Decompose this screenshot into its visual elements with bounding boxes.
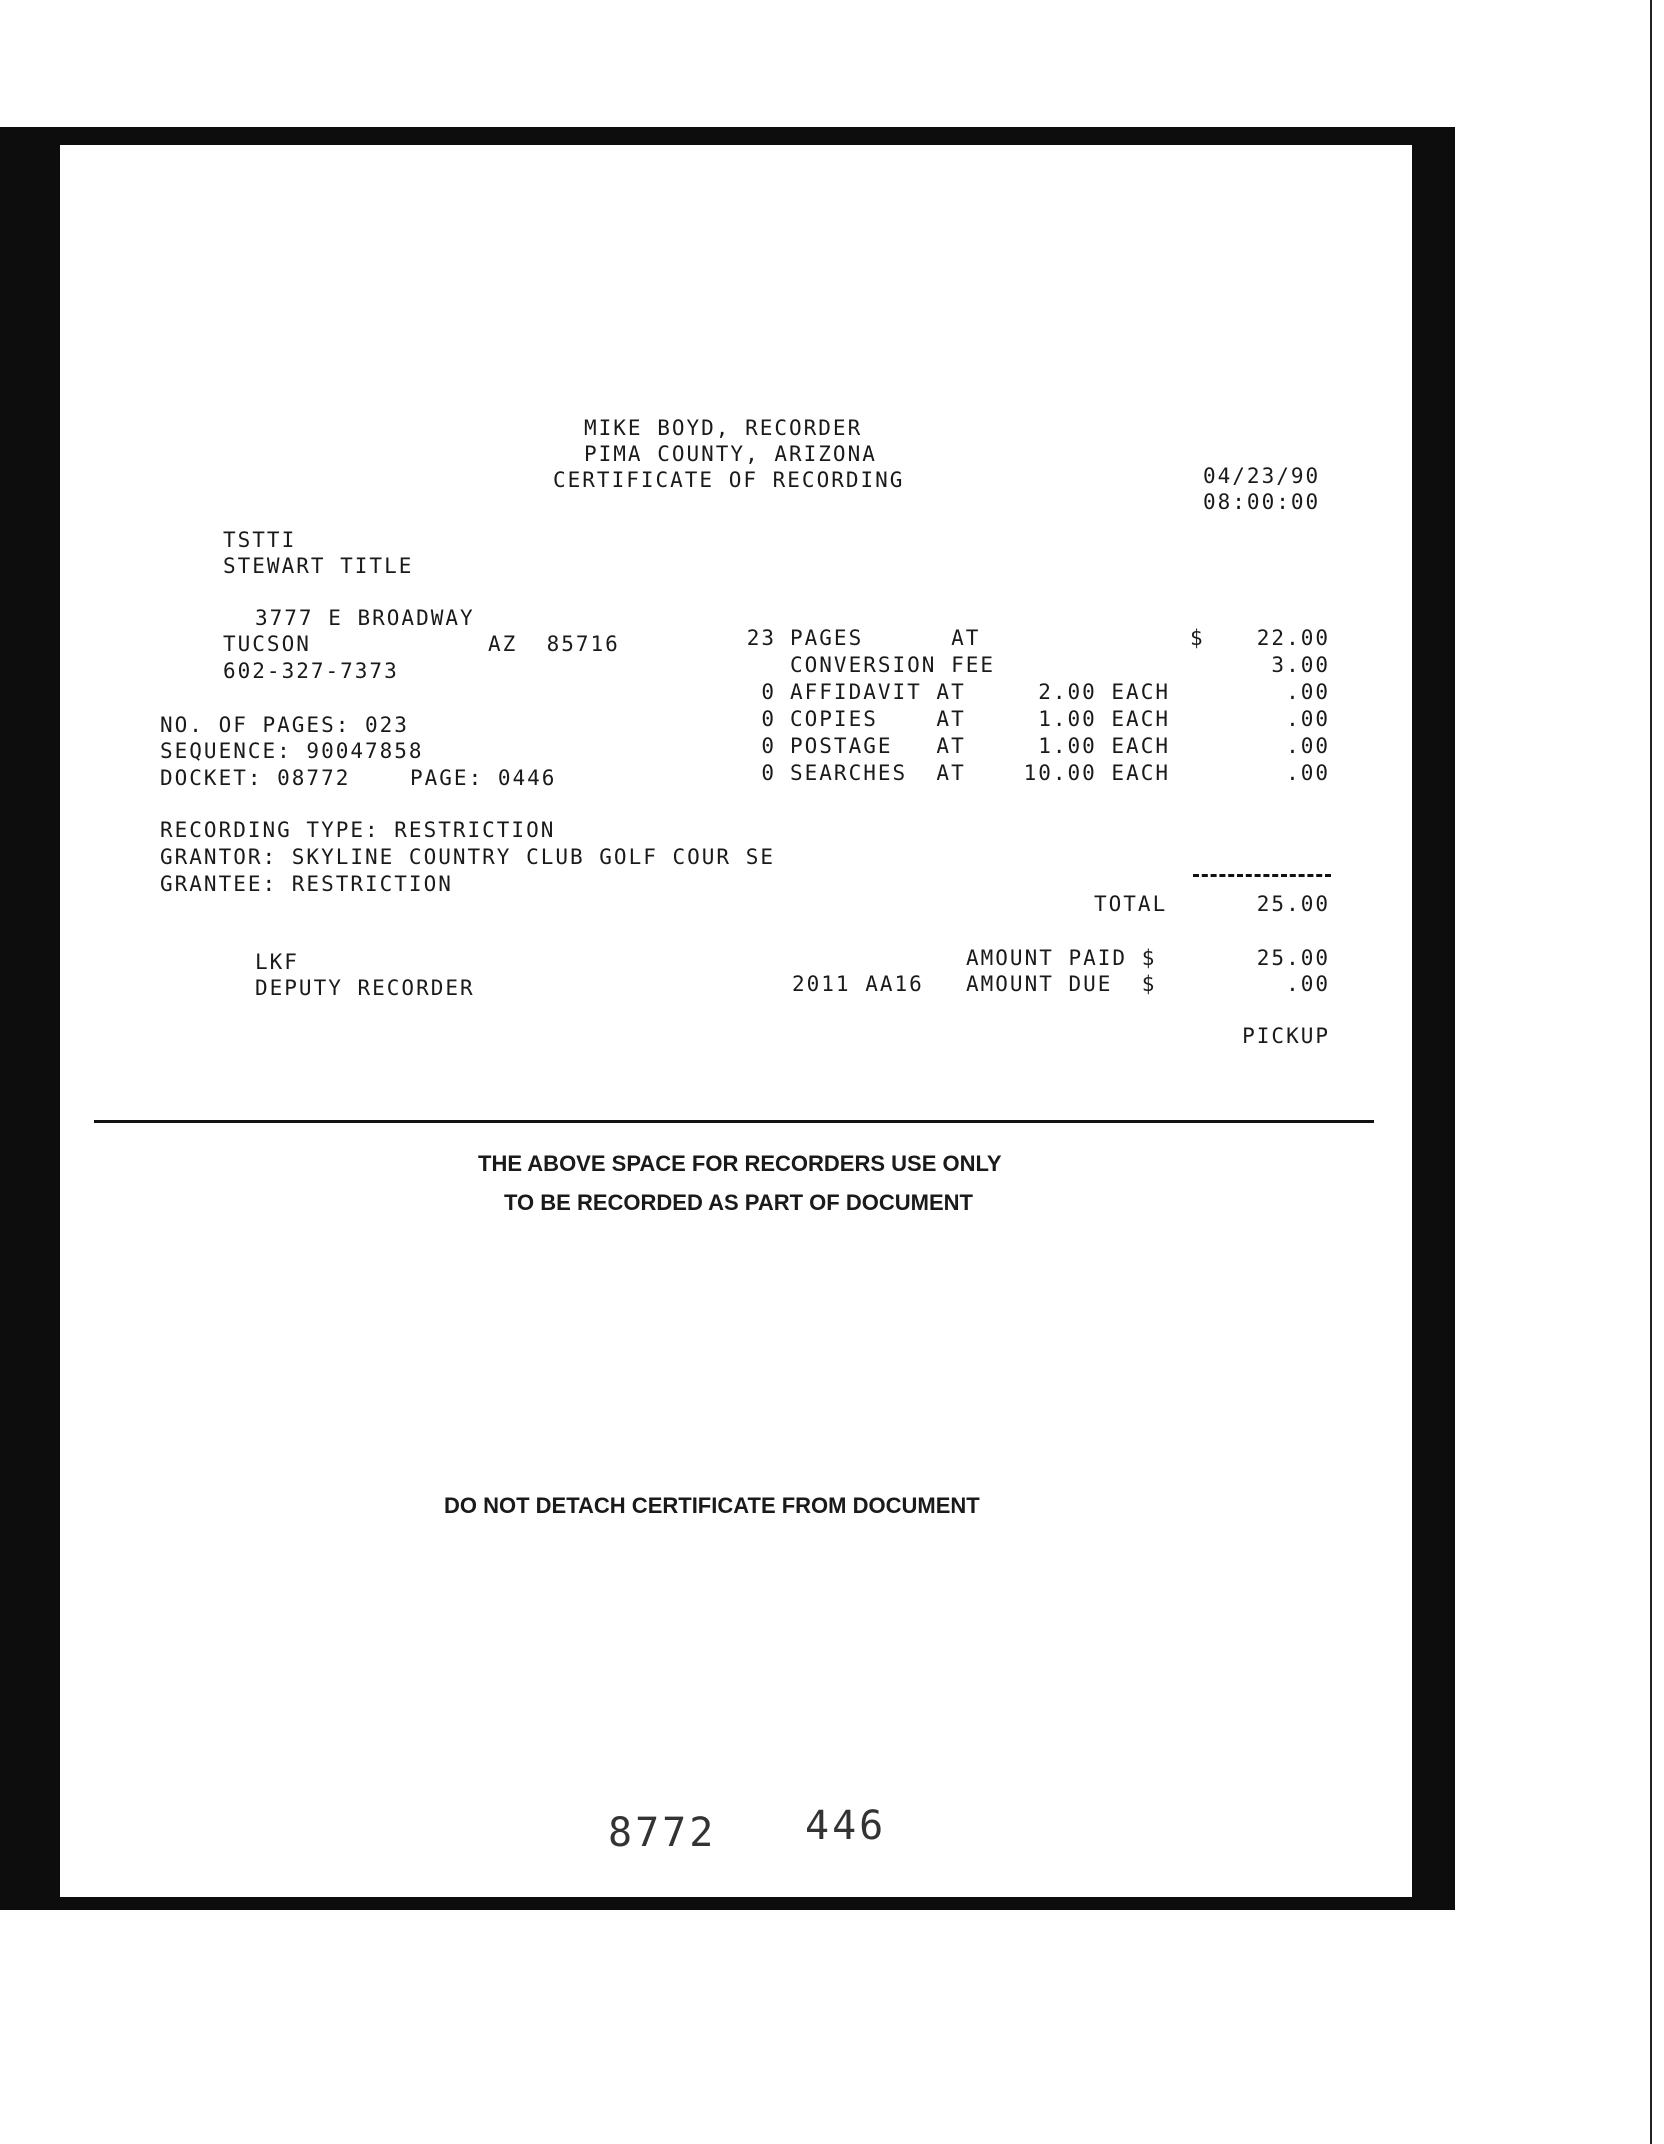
- fee-qty: 0: [761, 761, 776, 785]
- fee-amount: 22.00: [1256, 626, 1330, 650]
- recorded-part-notice: TO BE RECORDED AS PART OF DOCUMENT: [504, 1190, 973, 1215]
- deputy-title: DEPUTY RECORDER: [255, 976, 475, 1000]
- handwritten-page: 446: [805, 1803, 887, 1849]
- customer-phone: 602-327-7373: [223, 659, 399, 683]
- deputy-initials: LKF: [255, 950, 299, 974]
- customer-name: STEWART TITLE: [223, 554, 414, 578]
- fee-item: CONVERSION FEE: [790, 653, 996, 677]
- total-divider: [1193, 874, 1331, 877]
- recorder-use-notice: THE ABOVE SPACE FOR RECORDERS USE ONLY: [478, 1151, 1002, 1176]
- customer-street: 3777 E BROADWAY: [255, 606, 475, 630]
- do-not-detach-notice: DO NOT DETACH CERTIFICATE FROM DOCUMENT: [444, 1493, 980, 1518]
- fee-item: COPIES AT: [790, 707, 966, 731]
- fee-amount: .00: [1286, 680, 1330, 704]
- fee-amount: .00: [1286, 761, 1330, 785]
- customer-city: TUCSON: [223, 632, 311, 656]
- certificate-sheet: [60, 145, 1412, 1897]
- recorder-space-rule: [94, 1120, 1374, 1123]
- recording-type: RECORDING TYPE: RESTRICTION: [160, 818, 556, 842]
- docket-number: DOCKET: 08772: [160, 766, 351, 790]
- customer-state-zip: AZ 85716: [488, 632, 620, 656]
- amount-paid-label: AMOUNT PAID $: [966, 946, 1157, 970]
- fee-rate: 10.00 EACH: [1023, 761, 1170, 785]
- record-date: 04/23/90: [1203, 464, 1321, 488]
- fee-item: SEARCHES AT: [790, 761, 966, 785]
- sequence-number: SEQUENCE: 90047858: [160, 739, 424, 763]
- amount-due-label: AMOUNT DUE $: [966, 972, 1157, 996]
- docket-page: PAGE: 0446: [410, 766, 557, 790]
- fee-qty: 0: [761, 707, 776, 731]
- fee-rate: 1.00 EACH: [1038, 707, 1170, 731]
- fee-amount: .00: [1286, 734, 1330, 758]
- fee-qty: 0: [761, 734, 776, 758]
- dollar-sign: $: [1190, 626, 1205, 650]
- fee-item: POSTAGE AT: [790, 734, 966, 758]
- recorder-name: MIKE BOYD, RECORDER: [584, 416, 863, 440]
- amount-paid: 25.00: [1256, 946, 1330, 970]
- grantee: GRANTEE: RESTRICTION: [160, 872, 453, 896]
- total-label: TOTAL: [1094, 892, 1168, 916]
- fee-qty: 23: [746, 626, 776, 650]
- page-edge: [1650, 0, 1652, 2144]
- pickup-status: PICKUP: [1242, 1024, 1330, 1048]
- fee-rate: 2.00 EACH: [1038, 680, 1170, 704]
- amount-due: .00: [1286, 972, 1330, 996]
- total-amount: 25.00: [1256, 892, 1330, 916]
- customer-code: TSTTI: [223, 528, 297, 552]
- handwritten-docket: 8772: [608, 1810, 717, 1856]
- fee-amount: .00: [1286, 707, 1330, 731]
- county-name: PIMA COUNTY, ARIZONA: [584, 442, 877, 466]
- fee-rate: 1.00 EACH: [1038, 734, 1170, 758]
- record-time: 08:00:00: [1203, 490, 1321, 514]
- fee-item: PAGES AT: [790, 626, 981, 650]
- fee-qty: 0: [761, 680, 776, 704]
- fee-item: AFFIDAVIT AT: [790, 680, 966, 704]
- certificate-title: CERTIFICATE OF RECORDING: [553, 468, 905, 492]
- grantor: GRANTOR: SKYLINE COUNTRY CLUB GOLF COUR SE: [160, 845, 776, 869]
- batch-code: 2011 AA16: [792, 972, 924, 996]
- fee-amount: 3.00: [1271, 653, 1330, 677]
- number-of-pages: NO. OF PAGES: 023: [160, 713, 409, 737]
